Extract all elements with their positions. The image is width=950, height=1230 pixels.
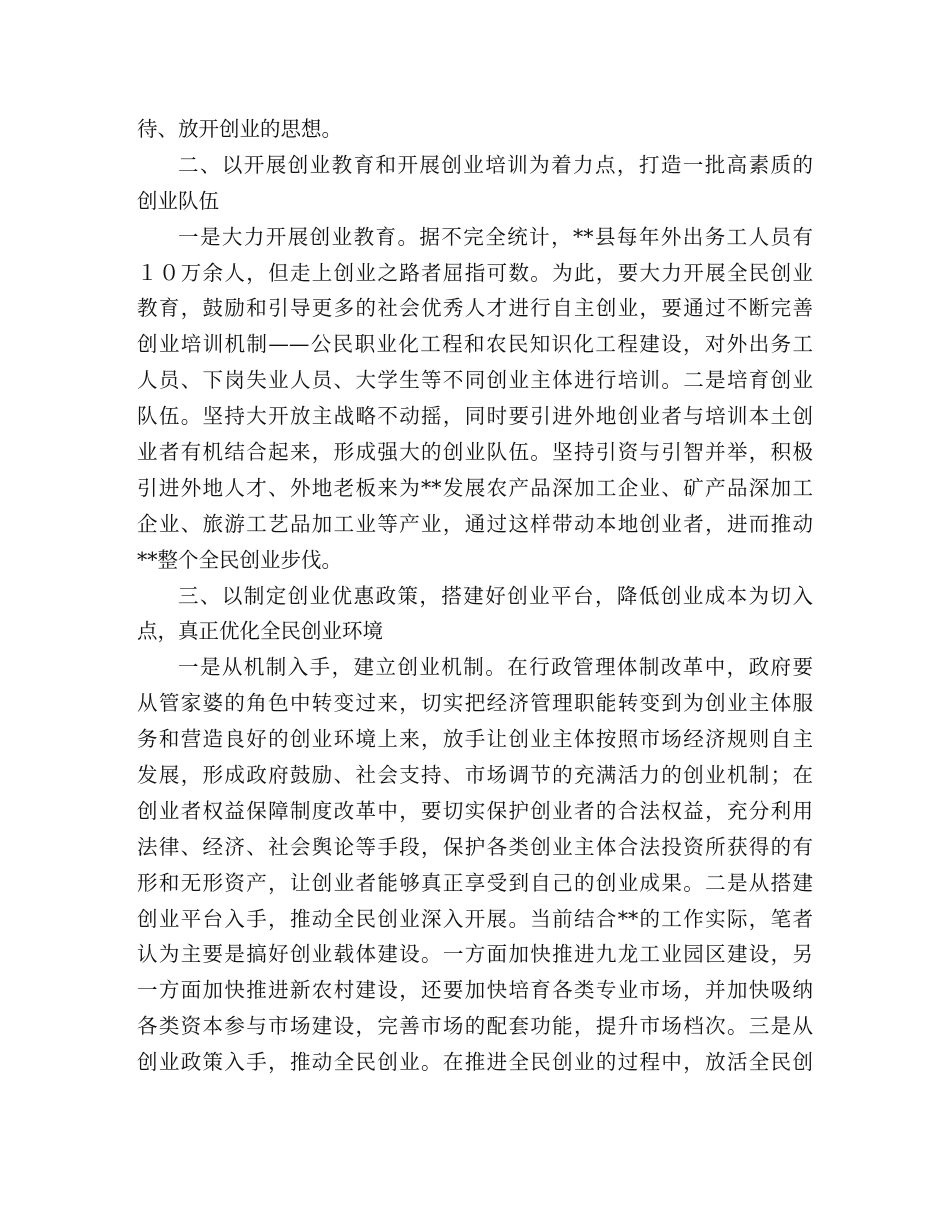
text-line: 队伍。坚持大开放主战略不动摇，同时要引进外地创业者与培训本土创 (137, 404, 813, 429)
text-line: 一是从机制入手，建立创业机制。在行政管理体制改革中，政府要 (178, 655, 813, 680)
text-line: 创业平台入手，推动全民创业深入开展。当前结合**的工作实际，笔者 (137, 906, 813, 931)
text-line: 一方面加快推进新农村建设，还要加快培育各类专业市场，并加快吸纳 (137, 978, 813, 1003)
text-line: 务和营造良好的创业环境上来，放手让创业主体按照市场经济规则自主 (137, 727, 813, 752)
text-line: 引进外地人才、外地老板来为**发展农产品深加工企业、矿产品深加工 (137, 475, 813, 500)
text-line: 各类资本参与市场建设，完善市场的配套功能，提升市场档次。三是从 (137, 1014, 813, 1039)
text-line: 企业、旅游工艺品加工业等产业，通过这样带动本地创业者，进而推动 (137, 511, 813, 536)
text-line: 创业政策入手，推动全民创业。在推进全民创业的过程中，放活全民创 (137, 1050, 813, 1075)
document-page (137, 112, 813, 1081)
text-line: **整个全民创业步伐。 (137, 547, 342, 572)
text-line: 点，真正优化全民创业环境 (137, 619, 383, 644)
text-line: 从管家婆的角色中转变过来，切实把经济管理职能转变到为创业主体服 (137, 691, 813, 716)
text-line: 创业队伍 (137, 188, 219, 213)
text-line: １０万余人，但走上创业之路者屈指可数。为此，要大力开展全民创业 (137, 260, 813, 285)
text-line: 三、以制定创业优惠政策，搭建好创业平台，降低创业成本为切入 (178, 583, 813, 608)
text-line: 待、放开创业的思想。 (137, 117, 342, 141)
text-line: 形和无形资产，让创业者能够真正享受到自己的创业成果。二是从搭建 (137, 870, 813, 895)
text-line: 二、以开展创业教育和开展创业培训为着力点，打造一批高素质的 (178, 152, 813, 177)
text-line: 发展，形成政府鼓励、社会支持、市场调节的充满活力的创业机制；在 (137, 763, 813, 788)
text-line: 创业者权益保障制度改革中，要切实保护创业者的合法权益，充分利用 (137, 798, 813, 823)
text-line: 业者有机结合起来，形成强大的创业队伍。坚持引资与引智并举，积极 (137, 440, 813, 465)
text-line: 人员、下岗失业人员、大学生等不同创业主体进行培训。二是培育创业 (137, 368, 813, 393)
text-line: 一是大力开展创业教育。据不完全统计，**县每年外出务工人员有 (178, 224, 813, 249)
text-line: 教育，鼓励和引导更多的社会优秀人才进行自主创业，要通过不断完善 (137, 296, 813, 321)
text-line: 法律、经济、社会舆论等手段，保护各类创业主体合法投资所获得的有 (137, 834, 813, 859)
text-line: 创业培训机制——公民职业化工程和农民知识化工程建设，对外出务工 (137, 332, 813, 357)
text-line: 认为主要是搞好创业载体建设。一方面加快推进九龙工业园区建设，另 (137, 942, 813, 967)
